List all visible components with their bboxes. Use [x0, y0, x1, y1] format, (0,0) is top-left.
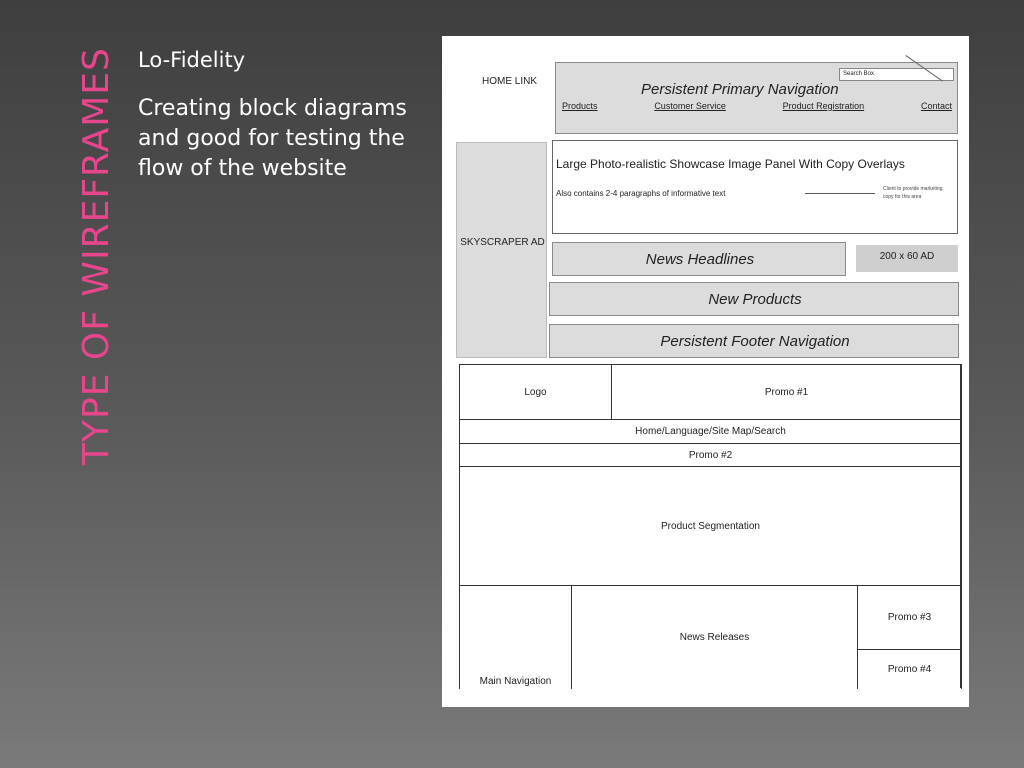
- showcase-note: Client to provide marketing copy for this area: [883, 186, 943, 200]
- news-releases-label: News Releases: [679, 632, 750, 643]
- skyscraper-label: SKYSCRAPER AD: [460, 237, 545, 248]
- lofi-wireframe-grid: [459, 364, 961, 688]
- showcase-text: Also contains 2-4 paragraphs of informative text: [556, 189, 726, 198]
- ad-200x60-block: [856, 245, 958, 272]
- promo2-cell: [459, 443, 962, 467]
- nav-link-contact: Contact: [920, 101, 952, 111]
- new-products-block: [549, 282, 959, 316]
- search-box: Search Box: [839, 68, 954, 81]
- promo2-label: Promo #2: [688, 449, 733, 461]
- promo4-cell: [857, 649, 962, 689]
- showcase-pointer-line: [805, 193, 875, 194]
- news-headlines-label: News Headlines: [645, 251, 755, 268]
- news-releases-cell: [571, 585, 858, 689]
- promo1-cell: [611, 364, 962, 420]
- main-navigation-label: Main Navigation: [479, 676, 552, 687]
- main-navigation-cell: [459, 585, 572, 689]
- subtitle: Lo-Fidelity: [138, 48, 246, 72]
- promo1-label: Promo #1: [764, 386, 809, 398]
- promo3-label: Promo #3: [887, 612, 932, 623]
- primary-nav-block: [555, 62, 958, 134]
- slide-title: TYPE OF WIREFRAMES: [76, 47, 117, 465]
- nav-link-products: Products: [562, 101, 598, 111]
- description-paragraph: Creating block diagrams and good for testing the flow of the website: [138, 96, 407, 181]
- footer-nav-label: Persistent Footer Navigation: [660, 333, 850, 350]
- product-segmentation-label: Product Segmentation: [661, 520, 760, 532]
- showcase-block: [552, 140, 958, 234]
- logo-cell: [459, 364, 612, 420]
- wireframe-image: [442, 36, 969, 707]
- skyscraper-ad-block: [456, 142, 547, 358]
- showcase-title: Large Photo-realistic Showcase Image Panel With Copy Overlays: [556, 157, 905, 171]
- primary-nav-title: Persistent Primary Navigation: [641, 81, 839, 98]
- body-text: [138, 48, 418, 184]
- promo4-label: Promo #4: [887, 664, 932, 675]
- home-link-label: HOME LINK: [482, 76, 538, 87]
- site-links-cell: [459, 419, 962, 444]
- logo-label: Logo: [524, 386, 547, 398]
- nav-link-product-registration: Product Registration: [782, 101, 865, 111]
- ad-200x60-label: 200 x 60 AD: [879, 251, 935, 262]
- news-headlines-block: [552, 242, 846, 276]
- nav-link-customer-service: Customer Service: [654, 101, 726, 111]
- footer-nav-block: [549, 324, 959, 358]
- nav-links: [562, 101, 952, 111]
- site-links-label: Home/Language/Site Map/Search: [635, 426, 786, 437]
- new-products-label: New Products: [708, 291, 802, 308]
- product-segmentation-cell: [459, 466, 962, 586]
- promo3-cell: [857, 585, 962, 650]
